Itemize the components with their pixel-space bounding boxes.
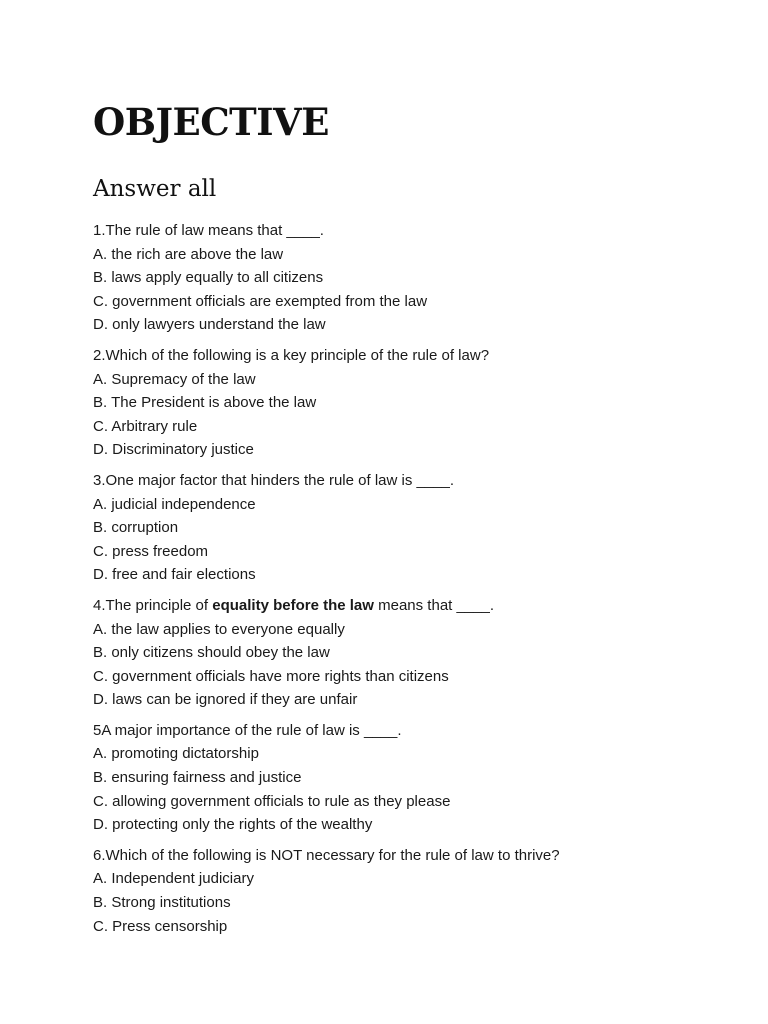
option-c: C. Press censorship (93, 917, 228, 935)
option-d: D. only lawyers understand the law (93, 316, 326, 334)
stem-text: means that ____. (373, 596, 495, 614)
option-b: B. only citizens should obey the law (93, 644, 330, 662)
stem-bold-term: equality before the law (212, 596, 374, 614)
option-a: A. the rich are above the law (93, 245, 284, 263)
question-stem: 1.The rule of law means that ____. (93, 222, 324, 239)
option-a: A. Supremacy of the law (93, 370, 256, 388)
question-6 (93, 844, 560, 938)
page-title: OBJECTIVE (93, 100, 329, 144)
option-a: A. Independent judiciary (93, 870, 254, 888)
option-b: B. laws apply equally to all citizens (93, 269, 324, 287)
option-c: C. press freedom (93, 542, 209, 560)
option-c: C. allowing government officials to rule as they please (93, 792, 451, 810)
question-list (93, 219, 560, 945)
question-stem (93, 594, 560, 618)
option-d: D. protecting only the rights of the wealthy (93, 816, 373, 834)
option-b: B. Strong institutions (93, 894, 231, 912)
option-c: C. Arbitrary rule (93, 417, 198, 435)
option-b: B. ensuring fairness and justice (93, 769, 302, 787)
stem-text: 4.The principle of (93, 596, 213, 614)
option-a: A. promoting dictatorship (93, 745, 259, 763)
question-5 (93, 719, 560, 837)
question-4 (93, 594, 560, 712)
option-c: C. government officials have more rights than citizens (93, 667, 449, 685)
question-stem: 3.One major factor that hinders the rule of law is ____. (93, 471, 455, 489)
question-stem: 6.Which of the following is NOT necessary for the rule of law to thrive? (93, 846, 560, 864)
option-d: D. Discriminatory justice (93, 441, 254, 459)
option-b: B. The President is above the law (93, 394, 317, 412)
question-1 (93, 219, 560, 337)
question-stem: 2.Which of the following is a key principle of the rule of law? (93, 346, 490, 364)
option-a: A. the law applies to everyone equally (93, 620, 345, 638)
instruction-heading: Answer all (93, 176, 217, 202)
option-b: B. corruption (93, 519, 179, 537)
question-stem: 5A major importance of the rule of law is ____. (93, 721, 402, 739)
option-c: C. government officials are exempted from the law (93, 292, 428, 310)
option-a: A. judicial independence (93, 495, 256, 513)
question-3 (93, 469, 560, 587)
option-d: D. free and fair elections (93, 566, 256, 584)
question-2 (93, 344, 560, 462)
option-d: D. laws can be ignored if they are unfair (93, 691, 358, 709)
